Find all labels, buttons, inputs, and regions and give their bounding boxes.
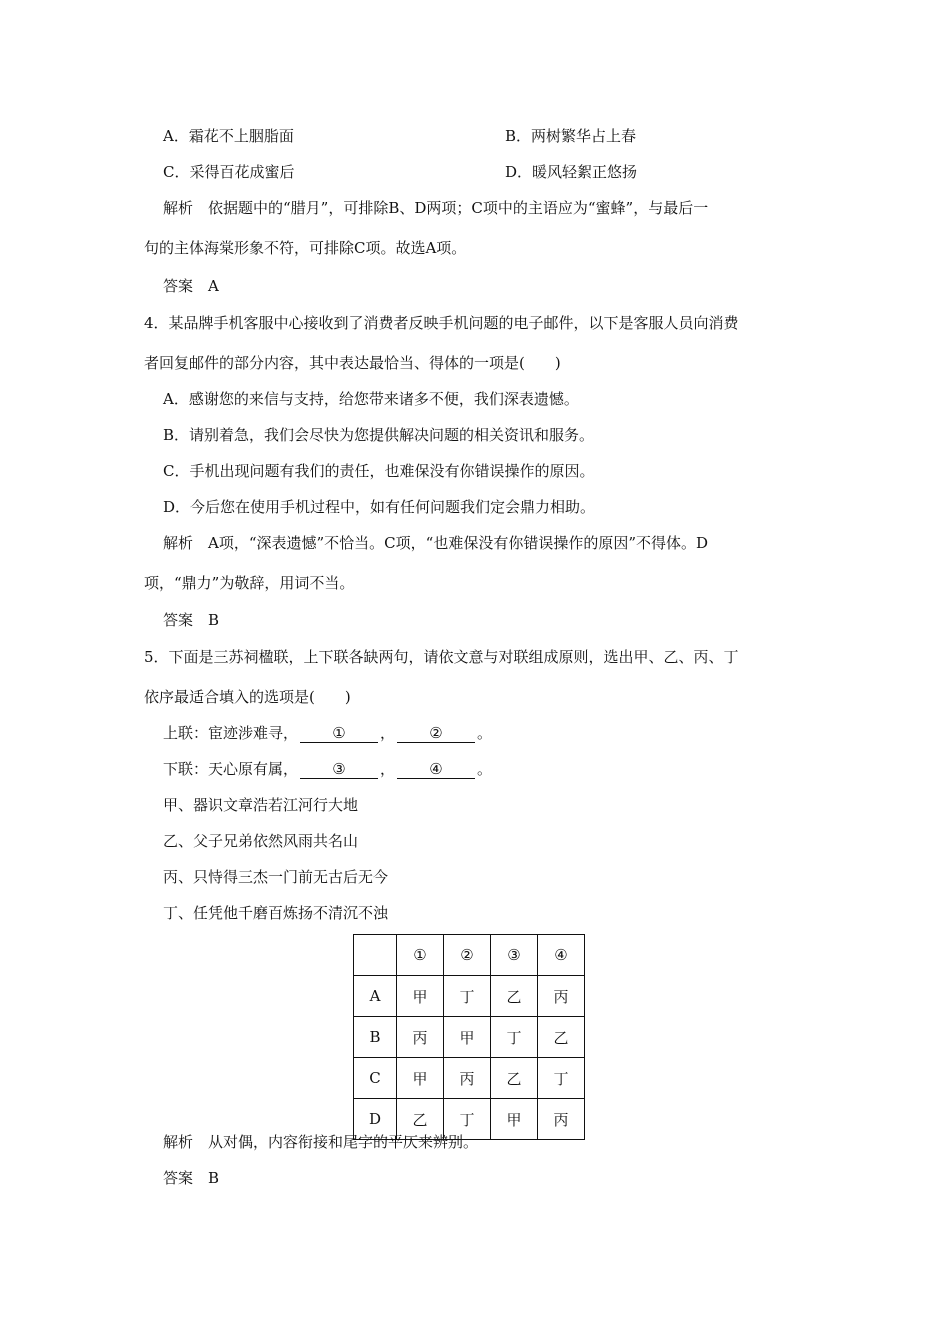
q5-analysis: 解析 从对偶，内容衔接和尾字的平仄来辨别。 [163,1133,479,1151]
q3-answer: 答案 A [163,277,219,295]
table-cell: ④ [538,935,585,976]
table-row [354,976,585,1017]
q3-option-b: B．两树繁华占上春 [505,127,637,145]
q3-option-c: C．采得百花成蜜后 [163,163,295,181]
table-cell: 丙 [444,1058,491,1099]
table-cell: ① [397,935,444,976]
q5-stem-cont: 依序最适合填入的选项是( ) [144,688,351,706]
blank-1: ① [300,724,378,743]
q4-option-a: A．感谢您的来信与支持，给您带来诸多不便，我们深表遗憾。 [163,390,579,408]
q4-analysis: 解析 A项，“深表遗憾”不恰当。C项，“也难保没有你错误操作的原因”不得体。D [163,534,709,552]
table-cell: D [354,1099,397,1140]
comma: ， [380,760,396,778]
q4-option-b: B．请别着急，我们会尽快为您提供解决问题的相关资讯和服务。 [163,426,595,444]
table-cell: 甲 [491,1099,538,1140]
q4-answer: 答案 B [163,611,220,629]
q4-stem: 4．某品牌手机客服中心接收到了消费者反映手机问题的电子邮件，以下是客服人员向消费 [144,314,739,332]
q5-stem: 5．下面是三苏祠楹联，上下联各缺两句，请依文意与对联组成原则，选出甲、乙、丙、丁 [144,648,739,666]
table-cell: 丁 [491,1017,538,1058]
blank-2: ② [397,724,475,743]
q4-stem-cont: 者回复邮件的部分内容，其中表达最恰当、得体的一项是( ) [144,354,561,372]
table-cell: ② [444,935,491,976]
period: 。 [477,724,493,742]
table-cell: 丁 [444,976,491,1017]
table-cell: C [354,1058,397,1099]
table-header-row [354,935,585,976]
q5-answer: 答案 B [163,1169,220,1187]
table-cell: 乙 [397,1099,444,1140]
blank-4: ④ [397,760,475,779]
q3-option-d: D．暖风轻絮正悠扬 [505,163,638,181]
table-cell: 乙 [538,1017,585,1058]
table-row [354,1017,585,1058]
table-cell: 丙 [538,976,585,1017]
q5-choice-jia: 甲、器识文章浩若江河行大地 [163,796,359,814]
q3-analysis-cont: 句的主体海棠形象不符，可排除C项。故选A项。 [144,239,467,257]
table-cell: 丙 [397,1017,444,1058]
table-cell: 乙 [491,1058,538,1099]
lower-couplet-prefix: 下联：天心原有属， [163,760,299,778]
table-cell: 乙 [491,976,538,1017]
blank-3: ③ [300,760,378,779]
q4-analysis-cont: 项，“鼎力”为敬辞，用词不当。 [144,574,355,592]
period: 。 [477,760,493,778]
q5-choice-ding: 丁、任凭他千磨百炼扬不清沉不浊 [163,904,389,922]
q3-analysis: 解析 依据题中的“腊月”，可排除B、D两项；C项中的主语应为“蜜蜂”，与最后一 [163,199,709,217]
table-cell: B [354,1017,397,1058]
q5-choice-bing: 丙、只恃得三杰一门前无古后无今 [163,868,389,886]
q4-option-d: D．今后您在使用手机过程中，如有任何问题我们定会鼎力相助。 [163,498,596,516]
table-cell [354,935,397,976]
table-row [354,1058,585,1099]
table-cell: ③ [491,935,538,976]
upper-couplet-prefix: 上联：宦迹涉难寻， [163,724,299,742]
table-cell: 甲 [397,1058,444,1099]
q3-option-a: A．霜花不上胭脂面 [163,127,294,145]
table-cell: 丙 [538,1099,585,1140]
table-cell: A [354,976,397,1017]
table-cell: 丁 [444,1099,491,1140]
q5-lower-couplet [163,759,492,779]
table-cell: 甲 [397,976,444,1017]
q5-upper-couplet [163,723,492,743]
comma: ， [380,724,396,742]
table-cell: 甲 [444,1017,491,1058]
q5-choice-yi: 乙、父子兄弟依然风雨共名山 [163,832,359,850]
q4-option-c: C．手机出现问题有我们的责任，也难保没有你错误操作的原因。 [163,462,595,480]
answer-table [353,934,585,1140]
table-cell: 丁 [538,1058,585,1099]
